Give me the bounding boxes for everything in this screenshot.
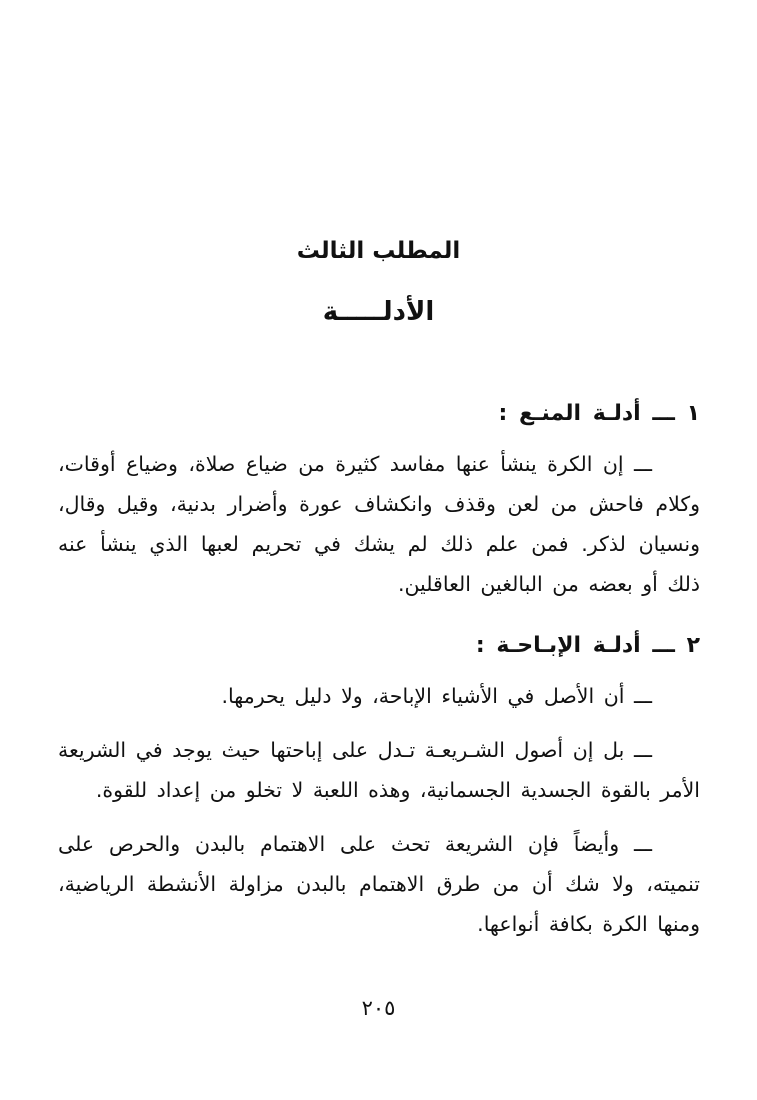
paragraph-permissibility-1: ـــ أن الأصل في الأشياء الإباحة، ولا دليل يحرمها. — [221, 684, 652, 708]
section-prohibition-evidence — [58, 398, 700, 604]
text-block — [58, 398, 700, 944]
paragraph-permissibility-3: ـــ وأيضاً فإن الشريعة تحث على الاهتمام بالبدن والحرص على تنميته، ولا شك أن من طرق الاهتمام بالبدن مزاولة الأنشطة الرياضية، ومنها الكرة بكافة أنواعها. — [58, 832, 700, 936]
chapter-header — [0, 236, 757, 328]
section-heading-prohibition: ١ ـــ أدلـة المنـع : — [498, 401, 700, 426]
page-number: ٢٠٥ — [361, 996, 396, 1020]
chapter-subtitle: الأدلـــــة — [322, 297, 435, 327]
chapter-title: المطلب الثالث — [296, 238, 461, 264]
section-permissibility-evidence — [58, 630, 700, 944]
paragraph-permissibility-2: ـــ بل إن أصول الشـريعـة تـدل على إباحتها حيث يوجد في الشريعة الأمر بالقوة الجسدية الجسمانية، وهذه اللعبة لا تخلو من إعداد للقوة. — [58, 738, 700, 802]
paragraph-prohibition-1: ـــ إن الكرة ينشأ عنها مفاسد كثيرة من ضياع صلاة، وضياع أوقات، وكلام فاحش من لعن وقذف وانكشاف عورة وأضرار بدنية، وقيل وقال، ونسيان لذكر. فمن علم ذلك لم يشك في تحريم لعبها الذي ينشأ عنه ذلك أو بعضه من البالغين العاقلين. — [58, 452, 700, 596]
section-heading-permissibility: ٢ ـــ أدلـة الإبـاحـة : — [475, 633, 700, 658]
